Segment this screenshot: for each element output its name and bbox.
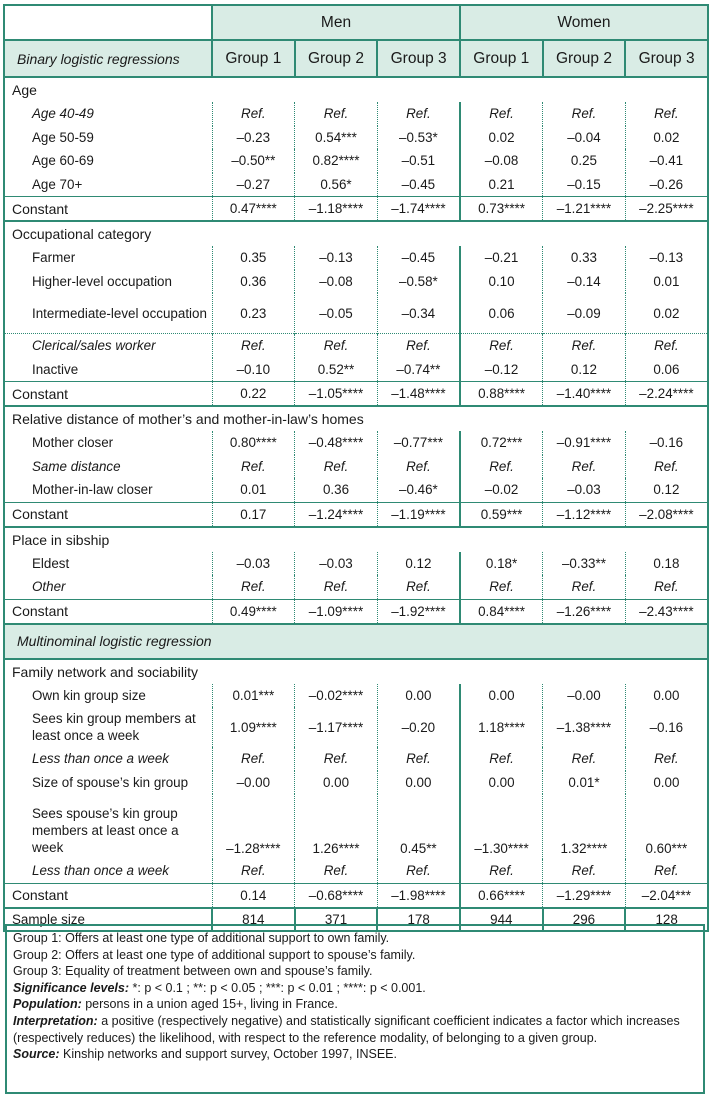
sample-size-cell: 371: [295, 908, 378, 931]
row-label: Higher-level occupation: [4, 270, 212, 294]
table-row: [4, 747, 708, 771]
coefficient-cell: –0.20: [377, 707, 460, 747]
corner-cell: [4, 5, 212, 40]
table-row: [4, 794, 708, 859]
constant-row: [4, 599, 708, 624]
constant-cell: 0.47****: [212, 197, 295, 222]
coefficient-cell: Ref.: [212, 859, 295, 883]
row-label: Mother-in-law closer: [4, 478, 212, 502]
coefficient-cell: Ref.: [212, 334, 295, 358]
table-row: [4, 575, 708, 599]
coefficient-cell: –0.26: [625, 173, 708, 197]
coefficient-cell: Ref.: [460, 102, 543, 126]
constant-cell: –1.29****: [543, 883, 626, 908]
coefficient-cell: 0.18*: [460, 552, 543, 576]
table-row: [4, 684, 708, 708]
constant-cell: –1.24****: [295, 502, 378, 527]
table-row: [4, 707, 708, 747]
constant-cell: 0.73****: [460, 197, 543, 222]
group-header: Group 1: [460, 40, 543, 77]
section-header-row: [4, 77, 708, 102]
note-group-1: Group 1: Offers at least one type of additional support to own family.: [13, 931, 390, 945]
constant-cell: –2.08****: [625, 502, 708, 527]
coefficient-cell: –0.21: [460, 246, 543, 270]
coefficient-cell: Ref.: [377, 859, 460, 883]
coefficient-cell: –0.13: [625, 246, 708, 270]
table-row: [4, 358, 708, 382]
coefficient-cell: –0.91****: [543, 431, 626, 455]
sample-size-cell: 814: [212, 908, 295, 931]
coefficient-cell: 0.82****: [295, 149, 378, 173]
constant-cell: –2.24****: [625, 382, 708, 407]
row-label: Age 70+: [4, 173, 212, 197]
coefficient-cell: Ref.: [460, 575, 543, 599]
coefficient-cell: Ref.: [543, 747, 626, 771]
coefficient-cell: Ref.: [460, 455, 543, 479]
row-label: Eldest: [4, 552, 212, 576]
coefficient-cell: 0.56*: [295, 173, 378, 197]
table-row: [4, 455, 708, 479]
coefficient-cell: 0.02: [625, 126, 708, 150]
coefficient-cell: Ref.: [460, 747, 543, 771]
row-label: Mother closer: [4, 431, 212, 455]
regression-table: [3, 4, 709, 932]
row-label: Own kin group size: [4, 684, 212, 708]
coefficient-cell: 0.60***: [625, 794, 708, 859]
constant-label: Constant: [4, 382, 212, 407]
section-title: Relative distance of mother’s and mother-in-law’s homes: [4, 406, 708, 431]
coefficient-cell: Ref.: [543, 334, 626, 358]
coefficient-cell: –0.10: [212, 358, 295, 382]
coefficient-cell: –0.04: [543, 126, 626, 150]
coefficient-cell: –0.33**: [543, 552, 626, 576]
coefficient-cell: Ref.: [295, 102, 378, 126]
constant-row: [4, 197, 708, 222]
note-key: Source:: [13, 1047, 60, 1062]
coefficient-cell: 0.00: [377, 684, 460, 708]
sample-size-cell: 128: [625, 908, 708, 931]
coefficient-cell: 0.02: [625, 293, 708, 334]
coefficient-cell: 0.10: [460, 270, 543, 294]
men-header: Men: [212, 5, 460, 40]
constant-cell: 0.66****: [460, 883, 543, 908]
group-header: Group 1: [212, 40, 295, 77]
coefficient-cell: –0.48****: [295, 431, 378, 455]
table-row: [4, 552, 708, 576]
coefficient-cell: 0.01*: [543, 771, 626, 795]
section-title: Age: [4, 77, 708, 102]
coefficient-cell: –0.51: [377, 149, 460, 173]
coefficient-cell: Ref.: [543, 102, 626, 126]
constant-cell: 0.22: [212, 382, 295, 407]
coefficient-cell: –0.08: [460, 149, 543, 173]
coefficient-cell: 0.01: [212, 478, 295, 502]
constant-cell: 0.14: [212, 883, 295, 908]
coefficient-cell: –1.30****: [460, 794, 543, 859]
coefficient-cell: –0.03: [543, 478, 626, 502]
coefficient-cell: Ref.: [625, 859, 708, 883]
coefficient-cell: 0.06: [460, 293, 543, 334]
coefficient-cell: 0.36: [295, 478, 378, 502]
constant-cell: –1.92****: [377, 599, 460, 624]
row-label: Other: [4, 575, 212, 599]
constant-cell: –1.21****: [543, 197, 626, 222]
coefficient-cell: 0.01: [625, 270, 708, 294]
coefficient-cell: Ref.: [212, 455, 295, 479]
coefficient-cell: Ref.: [543, 575, 626, 599]
constant-cell: –2.04***: [625, 883, 708, 908]
coefficient-cell: –0.15: [543, 173, 626, 197]
coefficient-cell: –0.00: [543, 684, 626, 708]
constant-row: [4, 382, 708, 407]
coefficient-cell: 0.00: [625, 771, 708, 795]
constant-cell: –2.43****: [625, 599, 708, 624]
coefficient-cell: 1.09****: [212, 707, 295, 747]
coefficient-cell: 0.00: [460, 771, 543, 795]
coefficient-cell: –0.23: [212, 126, 295, 150]
coefficient-cell: 0.80****: [212, 431, 295, 455]
coefficient-cell: Ref.: [212, 575, 295, 599]
coefficient-cell: –0.58*: [377, 270, 460, 294]
note-source: [13, 1046, 697, 1063]
constant-cell: –0.68****: [295, 883, 378, 908]
constant-cell: –1.18****: [295, 197, 378, 222]
coefficient-cell: 0.25: [543, 149, 626, 173]
sample-size-cell: 944: [460, 908, 543, 931]
note-text: Kinship networks and support survey, October 1997, INSEE.: [59, 1047, 397, 1062]
coefficient-cell: Ref.: [295, 747, 378, 771]
coefficient-cell: 0.54***: [295, 126, 378, 150]
row-label: Inactive: [4, 358, 212, 382]
constant-row: [4, 883, 708, 908]
coefficient-cell: Ref.: [377, 747, 460, 771]
constant-cell: –1.40****: [543, 382, 626, 407]
constant-cell: 0.84****: [460, 599, 543, 624]
constant-cell: 0.17: [212, 502, 295, 527]
table-row: [4, 126, 708, 150]
coefficient-cell: –0.74**: [377, 358, 460, 382]
table-row: [4, 771, 708, 795]
section-header-row: [4, 406, 708, 431]
coefficient-cell: Ref.: [377, 455, 460, 479]
section-title: Occupational category: [4, 221, 708, 246]
coefficient-cell: Ref.: [295, 859, 378, 883]
coefficient-cell: 0.12: [377, 552, 460, 576]
coefficient-cell: Ref.: [625, 575, 708, 599]
constant-cell: –2.25****: [625, 197, 708, 222]
coefficient-cell: –0.00: [212, 771, 295, 795]
coefficient-cell: Ref.: [625, 747, 708, 771]
coefficient-cell: –0.08: [295, 270, 378, 294]
table-row: [4, 293, 708, 334]
group-header-row: [4, 40, 708, 77]
note-key: Interpretation:: [13, 1013, 98, 1028]
coefficient-cell: 0.21: [460, 173, 543, 197]
coefficient-cell: 0.35: [212, 246, 295, 270]
coefficient-cell: Ref.: [460, 334, 543, 358]
note-group-3: Group 3: Equality of treatment between own and spouse’s family.: [13, 964, 373, 979]
constant-label: Constant: [4, 502, 212, 527]
constant-cell: –1.98****: [377, 883, 460, 908]
table-notes: [5, 924, 705, 1094]
coefficient-cell: 0.00: [625, 684, 708, 708]
row-label: Clerical/sales worker: [4, 334, 212, 358]
constant-cell: –1.05****: [295, 382, 378, 407]
row-label: Age 50-59: [4, 126, 212, 150]
coefficient-cell: –0.03: [212, 552, 295, 576]
constant-row: [4, 502, 708, 527]
coefficient-cell: –1.17****: [295, 707, 378, 747]
section-header-row: [4, 221, 708, 246]
coefficient-cell: –0.13: [295, 246, 378, 270]
row-label: Size of spouse’s kin group: [4, 771, 212, 795]
group-header: Group 2: [543, 40, 626, 77]
coefficient-cell: Ref.: [377, 334, 460, 358]
coefficient-cell: –0.09: [543, 293, 626, 334]
section-header-row: [4, 527, 708, 552]
table-row: [4, 149, 708, 173]
coefficient-cell: –0.27: [212, 173, 295, 197]
sample-size-cell: 178: [377, 908, 460, 931]
row-label: Sees spouse’s kin group members at least once a week: [4, 794, 212, 859]
coefficient-cell: Ref.: [625, 455, 708, 479]
note-text: *: p < 0.1 ; **: p < 0.05 ; ***: p < 0.01 ; ****: p < 0.001.: [129, 980, 426, 995]
coefficient-cell: 0.52**: [295, 358, 378, 382]
note-population: [13, 996, 697, 1013]
coefficient-cell: 0.45**: [377, 794, 460, 859]
coefficient-cell: –0.34: [377, 293, 460, 334]
table-row: [4, 431, 708, 455]
coefficient-cell: 0.12: [625, 478, 708, 502]
constant-cell: –1.19****: [377, 502, 460, 527]
group-header: Group 3: [377, 40, 460, 77]
coefficient-cell: 0.18: [625, 552, 708, 576]
coefficient-cell: –0.02****: [295, 684, 378, 708]
row-label: Sees kin group members at least once a week: [4, 707, 212, 747]
coefficient-cell: Ref.: [295, 575, 378, 599]
note-text: a positive (respectively negative) and statistically significant coefficient indicates a factor which increases (respectively reduces) the likelihood, with respect to the reference modality, of belonging to a given group.: [13, 1013, 680, 1045]
coefficient-cell: –0.41: [625, 149, 708, 173]
binary-regressions-title: Binary logistic regressions: [4, 40, 212, 77]
coefficient-cell: –1.28****: [212, 794, 295, 859]
coefficient-cell: Ref.: [543, 455, 626, 479]
table-row: [4, 478, 708, 502]
constant-cell: –1.74****: [377, 197, 460, 222]
coefficient-cell: –0.16: [625, 431, 708, 455]
coefficient-cell: 0.33: [543, 246, 626, 270]
coefficient-cell: Ref.: [543, 859, 626, 883]
coefficient-cell: Ref.: [625, 334, 708, 358]
coefficient-cell: 0.02: [460, 126, 543, 150]
coefficient-cell: 0.00: [295, 771, 378, 795]
coefficient-cell: –0.05: [295, 293, 378, 334]
coefficient-cell: Ref.: [295, 334, 378, 358]
coefficient-cell: –0.02: [460, 478, 543, 502]
coefficient-cell: –0.50**: [212, 149, 295, 173]
table-row: [4, 859, 708, 883]
coefficient-cell: –0.45: [377, 246, 460, 270]
coefficient-cell: –0.45: [377, 173, 460, 197]
constant-label: Constant: [4, 197, 212, 222]
table-row: [4, 173, 708, 197]
constant-cell: 0.49****: [212, 599, 295, 624]
constant-label: Constant: [4, 599, 212, 624]
constant-cell: –1.26****: [543, 599, 626, 624]
section-header-row: [4, 659, 708, 684]
coefficient-cell: –0.77***: [377, 431, 460, 455]
coefficient-cell: 0.36: [212, 270, 295, 294]
table-row: [4, 246, 708, 270]
coefficient-cell: –0.53*: [377, 126, 460, 150]
coefficient-cell: Ref.: [625, 102, 708, 126]
note-group-2: Group 2: Offers at least one type of additional support to spouse’s family.: [13, 947, 416, 962]
women-header: Women: [460, 5, 708, 40]
group-header: Group 3: [625, 40, 708, 77]
note-significance: [13, 980, 697, 997]
note-key: Population:: [13, 997, 82, 1012]
constant-label: Constant: [4, 883, 212, 908]
note-text: persons in a union aged 15+, living in France.: [81, 997, 338, 1012]
coefficient-cell: Ref.: [460, 859, 543, 883]
multinomial-title: Multinominal logistic regression: [4, 624, 708, 659]
constant-cell: –1.09****: [295, 599, 378, 624]
note-interpretation: [13, 1013, 697, 1046]
sample-size-cell: 296: [543, 908, 626, 931]
multinomial-header-row: [4, 624, 708, 659]
coefficient-cell: Ref.: [377, 102, 460, 126]
table-row: [4, 270, 708, 294]
coefficient-cell: 0.01***: [212, 684, 295, 708]
coefficient-cell: Ref.: [295, 455, 378, 479]
constant-cell: 0.59***: [460, 502, 543, 527]
coefficient-cell: –0.03: [295, 552, 378, 576]
constant-cell: –1.48****: [377, 382, 460, 407]
section-title: Place in sibship: [4, 527, 708, 552]
row-label: Intermediate-level occupation: [4, 293, 212, 334]
sex-header-row: [4, 5, 708, 40]
coefficient-cell: 0.23: [212, 293, 295, 334]
coefficient-cell: 0.00: [460, 684, 543, 708]
coefficient-cell: 1.26****: [295, 794, 378, 859]
constant-cell: 0.88****: [460, 382, 543, 407]
row-label: Farmer: [4, 246, 212, 270]
table-row: [4, 334, 708, 358]
row-label: Age 60-69: [4, 149, 212, 173]
coefficient-cell: –1.38****: [543, 707, 626, 747]
coefficient-cell: Ref.: [212, 102, 295, 126]
section-title: Family network and sociability: [4, 659, 708, 684]
coefficient-cell: –0.14: [543, 270, 626, 294]
constant-cell: –1.12****: [543, 502, 626, 527]
coefficient-cell: Ref.: [212, 747, 295, 771]
coefficient-cell: –0.46*: [377, 478, 460, 502]
coefficient-cell: 1.32****: [543, 794, 626, 859]
coefficient-cell: –0.12: [460, 358, 543, 382]
coefficient-cell: 1.18****: [460, 707, 543, 747]
row-label: Same distance: [4, 455, 212, 479]
coefficient-cell: 0.00: [377, 771, 460, 795]
note-key: Significance levels:: [13, 980, 130, 995]
coefficient-cell: 0.72***: [460, 431, 543, 455]
coefficient-cell: Ref.: [377, 575, 460, 599]
row-label: Less than once a week: [4, 747, 212, 771]
coefficient-cell: –0.16: [625, 707, 708, 747]
group-header: Group 2: [295, 40, 378, 77]
row-label: Age 40-49: [4, 102, 212, 126]
coefficient-cell: 0.12: [543, 358, 626, 382]
coefficient-cell: 0.06: [625, 358, 708, 382]
row-label: Less than once a week: [4, 859, 212, 883]
table-row: [4, 102, 708, 126]
sample-size-label: Sample size: [4, 908, 212, 931]
